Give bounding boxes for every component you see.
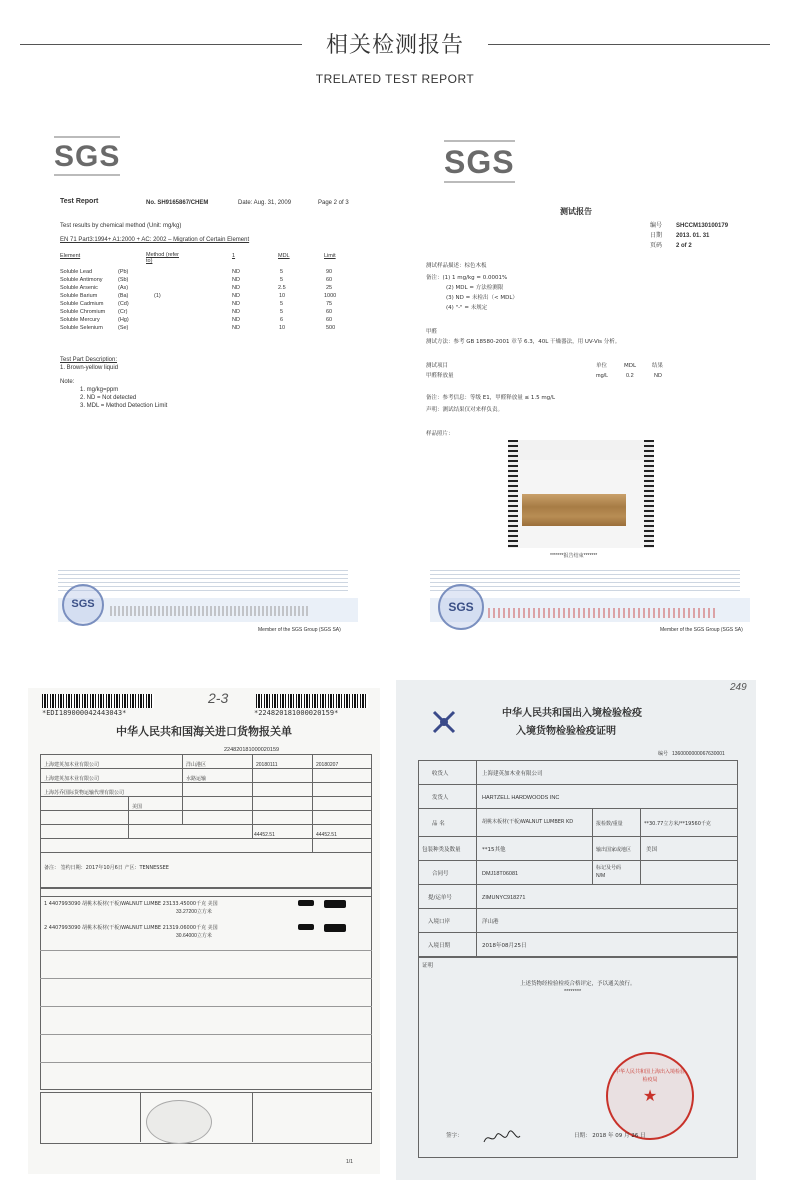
table-cell-item: 甲醛释放量 (426, 373, 454, 379)
import-date: 20180111 (256, 762, 278, 768)
table-row: Soluble Chromium (Cr) ND 5 60 (60, 309, 333, 315)
proof-text: 上述货物经检验检疫合格评定，予以通关放行。 (520, 981, 636, 987)
signature-date: 日期： 2018 年 09 月 26 日 (574, 1133, 646, 1139)
declare-date: 20180207 (316, 762, 339, 768)
note-3: 3. MDL = Method Detection Limit (80, 403, 168, 409)
cert-number-label: 编号 (658, 751, 669, 757)
col-mdl: MDL (278, 253, 290, 259)
importer: 上海建英加木业有限公司 (44, 762, 100, 768)
origin-value: 美国 (646, 847, 658, 853)
part-description: 1. Brown-yellow liquid (60, 365, 119, 371)
gross-weight: 44452.51 (254, 832, 275, 838)
quantity-label: 报检数/重量 (596, 821, 623, 827)
mark-value: N/M (596, 873, 606, 879)
wood-sample (522, 494, 626, 526)
origin-country: 美国 (132, 804, 143, 810)
customs-stamp (146, 1100, 212, 1144)
col-element: Element (60, 253, 81, 259)
goods-volume-1: 33.27200立方米 (176, 909, 212, 915)
footer-fine-print (58, 570, 348, 592)
table-col-unit: 单位 (596, 363, 608, 369)
consignor-value: HARTZELL HARDWOODS INC (482, 795, 560, 801)
table-row: Soluble Arsenic (As) ND 2.5 25 (60, 285, 333, 291)
barcode-left (42, 694, 154, 708)
ciq-emblem-icon (430, 708, 458, 736)
page-label: 页码 (650, 242, 663, 249)
table-row: Soluble Mercury (Hg) ND 6 60 (60, 317, 333, 323)
footer-member: Member of the SGS Group (SGS SA) (660, 627, 743, 633)
report-number: No. SH9165867/CHEM (146, 200, 209, 206)
header-rule-right (488, 44, 770, 45)
report-date: 2013. 01. 31 (676, 233, 710, 239)
port-value: 洋山港 (482, 919, 499, 925)
col-limit: Limit (324, 253, 336, 259)
port: 洋山港区 (186, 762, 207, 768)
package-value: **15其他 (482, 847, 506, 853)
footer-address (488, 608, 718, 618)
remark-4: (4) "-" = 未规定 (446, 305, 488, 311)
report-page: 2 of 2 (676, 243, 692, 249)
page-header (0, 0, 790, 100)
sample-photo (508, 440, 654, 548)
report-end-note: *******报告结束******* (550, 553, 598, 559)
bl-value: ZIMUNYC918271 (482, 895, 526, 901)
remark-reference: 备注：参考信息：等级 E1，甲醛释放量 ≤ 1.5 mg/L (426, 395, 556, 401)
remark-3: (3) ND = 未检出（< MDL） (446, 295, 518, 301)
table-col-item: 测试项目 (426, 363, 449, 369)
redaction (298, 924, 314, 930)
goods-table (40, 888, 372, 1090)
entry-date-value: 2018年08月25日 (482, 943, 527, 949)
consignee-value: 上海建英加木业有限公司 (482, 771, 543, 777)
consignee-label: 收货人 (432, 771, 449, 777)
cert-table (418, 760, 738, 958)
report-number: SHCCM130100179 (676, 223, 729, 229)
sgs-seal-icon: SGS (438, 584, 484, 630)
sgs-report-chinese (400, 122, 765, 637)
table-row: Soluble Barium (Ba) ND 10 1000 (1) (60, 293, 337, 299)
importer-2: 上海建英加木业有限公司 (44, 776, 100, 782)
consignor-label: 发货人 (432, 795, 449, 801)
remark: 备注： 签约日期：2017年10月6日 产区：TENNESSEE (44, 865, 169, 871)
cert-number: 1360000000067630001 (672, 751, 725, 757)
table-cell-unit: mg/L (596, 373, 609, 379)
page-subtitle: TRELATED TEST REPORT (315, 72, 475, 86)
goods-row-2: 2 4407993090 胡桃木板材(干板)WALNUT LUMBE 21319.06000千克 美国 (44, 925, 218, 931)
bl-label: 提/运单号 (428, 895, 452, 901)
net-weight: 44452.51 (316, 832, 337, 838)
signature-label: 签字： (446, 1133, 463, 1139)
number-label: 编号 (650, 222, 663, 229)
handwritten-signature (482, 1130, 522, 1146)
report-line-2: EN 71 Part3:1994+ A1:2000 + AC: 2002 – Migration of Certain Element (60, 237, 250, 243)
entry-date-label: 入境日期 (428, 943, 451, 949)
redaction (324, 900, 346, 908)
customs-declaration (28, 688, 380, 1174)
remark-2: (2) MDL = 方法检测限 (446, 285, 504, 291)
footer-member: Member of the SGS Group (SGS SA) (258, 627, 341, 633)
redaction (324, 924, 346, 932)
note-1: 1. mg/kg=ppm (80, 387, 119, 393)
declaration-number: 224820181000020159 (224, 747, 280, 753)
page-number: 1/1 (346, 1159, 353, 1165)
table-cell-mdl: 0.2 (626, 373, 634, 379)
port-label: 入境口岸 (428, 919, 451, 925)
remark-1: 备注：(1) 1 mg/kg = 0.0001% (426, 275, 508, 281)
report-page: Page 2 of 3 (318, 200, 349, 206)
barcode-right (256, 694, 368, 708)
contract-value: DMJ18T06081 (482, 871, 519, 877)
header-rule-left (20, 44, 302, 45)
footer-address (110, 606, 310, 616)
inspection-certificate (396, 680, 756, 1180)
barcode-left-text: *EDI189000042443043* (42, 709, 127, 717)
report-heading: Test Report (60, 198, 99, 205)
sgs-logo: SGS (54, 140, 120, 174)
handwritten-number: 249 (730, 682, 747, 693)
statement: 声明：测试结果仅对来样负责。 (426, 407, 504, 413)
handwritten-note: 2-3 (208, 690, 229, 706)
table-row: Soluble Cadmium (Cd) ND 5 75 (60, 301, 333, 307)
footer-fine-print (430, 570, 740, 592)
formaldehyde-title: 甲醛 (426, 329, 438, 335)
table-col-mdl: MDL (624, 363, 637, 369)
goods-row-1: 1 4407993090 胡桃木板材(干板)WALNUT LUMBE 23133.45000千克 美国 (44, 901, 218, 907)
date-label: 日期 (650, 232, 663, 239)
table-col-result: 结果 (652, 363, 664, 369)
test-method: 测试方法：参考 GB 18580-2001 章节 6.3，40L 干燥器法，用 UV-Vis 分析。 (426, 339, 621, 345)
quantity-value: **30.77立方米/**19560千克 (644, 821, 711, 827)
table-row: Soluble Antimony (Sb) ND 5 60 (60, 277, 333, 283)
page-title: 相关检测报告 (325, 33, 464, 58)
part-description-title: Test Part Description: (60, 357, 118, 363)
goods-volume-2: 30.64000立方米 (176, 933, 212, 939)
mark-label: 标记及号码 (596, 865, 622, 871)
barcode-right-text: *224820181000020159* (254, 709, 339, 717)
redaction (298, 900, 314, 906)
col-method: Method (refer to) (146, 252, 180, 264)
product-label: 品 名 (432, 821, 445, 827)
note-title: Note: (60, 379, 75, 385)
table-cell-result: ND (654, 373, 662, 379)
product-value: 胡桃木板材(干板)WALNUT LUMBER KD (482, 819, 574, 825)
col-1: 1 (232, 253, 236, 259)
transport-mode: 水路运输 (186, 776, 207, 782)
report-date: Date: Aug. 31, 2009 (238, 200, 292, 206)
table-row: Soluble Selenium (Se) ND 10 500 (60, 325, 336, 331)
package-label: 包装种类及数量 (422, 847, 461, 853)
note-2: 2. ND = Not detected (80, 395, 137, 401)
origin-label: 输出国家或地区 (596, 847, 632, 853)
customs-title: 中华人民共和国海关进口货物报关单 (116, 725, 292, 738)
contract-label: 合同号 (432, 871, 449, 877)
sample-description: 测试样品描述：棕色木板 (426, 263, 487, 269)
proof-stars: ******** (564, 989, 582, 995)
report-heading: 测试报告 (560, 207, 592, 216)
proof-label: 证明 (422, 963, 434, 969)
sgs-logo: SGS (444, 144, 515, 181)
photo-label: 样品照片： (426, 431, 454, 437)
cert-title-2: 入境货物检验检疫证明 (516, 726, 616, 737)
table-row: Soluble Lead (Pb) ND 5 90 (60, 269, 333, 275)
sgs-report-english (28, 122, 373, 637)
element-table-body (60, 268, 350, 332)
stamp-text: 中华人民共和国上海出入境检验检疫局 (614, 1069, 685, 1083)
report-line-1: Test results by chemical method (Unit: mg/kg) (60, 223, 182, 229)
official-red-stamp: ★ 中华人民共和国上海出入境检验检疫局 (606, 1052, 694, 1140)
sgs-seal-icon: SGS (62, 584, 104, 626)
carrier: 上海苏乔国际货物运输代理有限公司 (44, 790, 125, 796)
cert-title-1: 中华人民共和国出入境检验检疫 (502, 708, 642, 719)
